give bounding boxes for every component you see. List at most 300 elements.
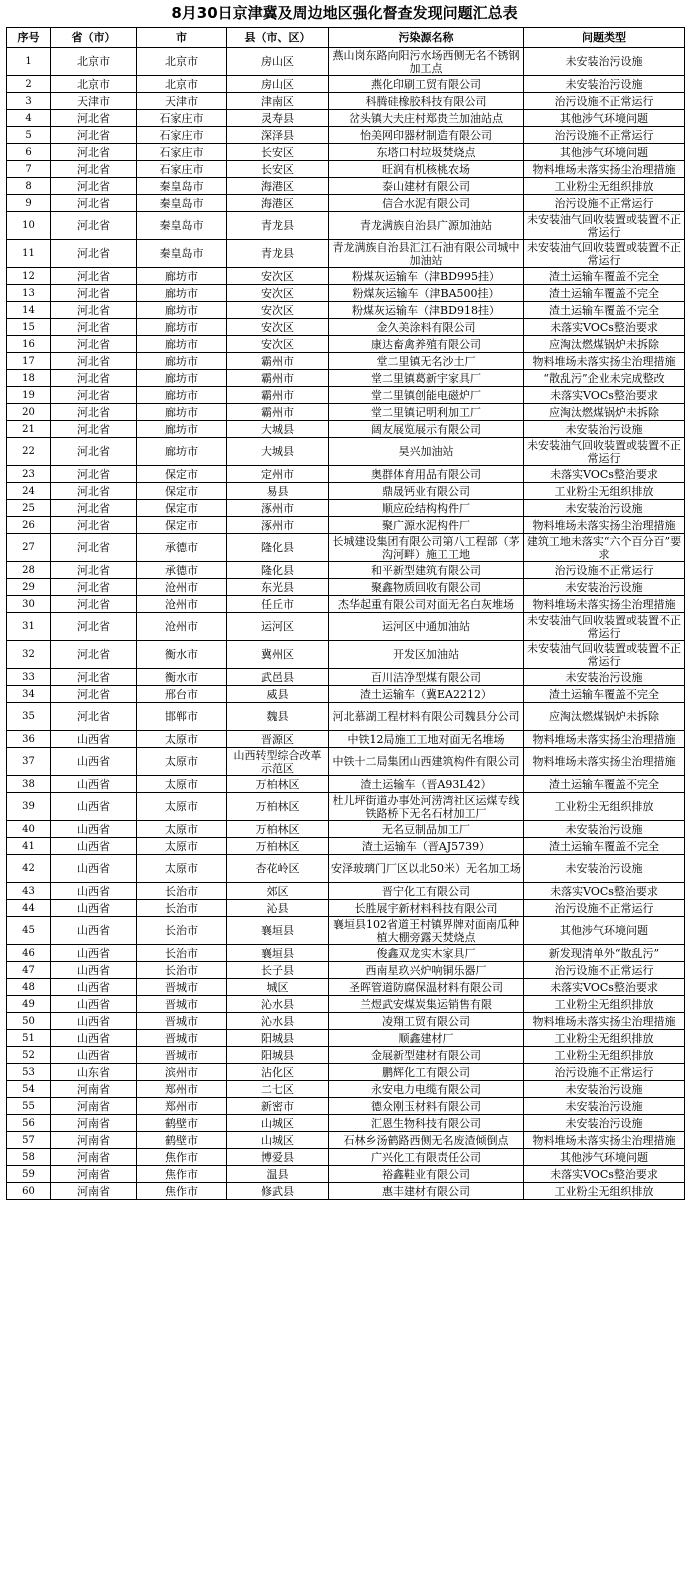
- header-county: 县（市、区）: [227, 28, 329, 48]
- row-province: 河北省: [51, 144, 137, 161]
- row-problem-type: 未安装治污设施: [524, 1098, 685, 1115]
- row-city: 廊坊市: [137, 336, 227, 353]
- row-pollution-source: 百川洁净型煤有限公司: [329, 669, 524, 686]
- row-city: 廊坊市: [137, 353, 227, 370]
- row-index: 10: [7, 212, 51, 240]
- table-row: [7, 579, 685, 596]
- row-pollution-source: 粉煤灰运输车（津BD995挂）: [329, 268, 524, 285]
- row-city: 廊坊市: [137, 302, 227, 319]
- row-city: 天津市: [137, 93, 227, 110]
- row-province: 河北省: [51, 500, 137, 517]
- row-problem-type: “散乱污”企业未完成整改: [524, 370, 685, 387]
- row-index: 12: [7, 268, 51, 285]
- row-province: 河北省: [51, 353, 137, 370]
- row-province: 河南省: [51, 1149, 137, 1166]
- row-province: 河北省: [51, 466, 137, 483]
- row-province: 河北省: [51, 562, 137, 579]
- row-pollution-source: 燕山岗东路向阳污水场西侧无名不锈钢加工点: [329, 48, 524, 76]
- row-pollution-source: 杜儿坪街道办事处河涝湾社区运煤专线铁路桥下无名石材加工厂: [329, 793, 524, 821]
- row-city: 邯郸市: [137, 703, 227, 731]
- row-pollution-source: 长胜展宇新材料科技有限公司: [329, 900, 524, 917]
- row-problem-type: 未落实VOCs整治要求: [524, 466, 685, 483]
- row-pollution-source: 开发区加油站: [329, 641, 524, 669]
- row-city: 长治市: [137, 883, 227, 900]
- row-county: 温县: [227, 1166, 329, 1183]
- row-problem-type: 未落实VOCs整治要求: [524, 319, 685, 336]
- row-problem-type: 渣土运输车覆盖不完全: [524, 776, 685, 793]
- row-county: 冀州区: [227, 641, 329, 669]
- row-pollution-source: 鹏辉化工有限公司: [329, 1064, 524, 1081]
- row-city: 石家庄市: [137, 161, 227, 178]
- row-problem-type: 未安装治污设施: [524, 855, 685, 883]
- table-row: [7, 945, 685, 962]
- row-province: 河北省: [51, 669, 137, 686]
- row-city: 太原市: [137, 821, 227, 838]
- row-index: 41: [7, 838, 51, 855]
- row-index: 5: [7, 127, 51, 144]
- table-row: [7, 1030, 685, 1047]
- row-city: 太原市: [137, 838, 227, 855]
- row-index: 14: [7, 302, 51, 319]
- row-index: 2: [7, 76, 51, 93]
- row-county: 安次区: [227, 302, 329, 319]
- header-city: 市: [137, 28, 227, 48]
- table-row: [7, 76, 685, 93]
- row-province: 山东省: [51, 1064, 137, 1081]
- row-city: 廊坊市: [137, 319, 227, 336]
- row-province: 山西省: [51, 776, 137, 793]
- row-index: 57: [7, 1132, 51, 1149]
- row-county: 阳城县: [227, 1030, 329, 1047]
- row-city: 保定市: [137, 483, 227, 500]
- table-row: [7, 883, 685, 900]
- row-pollution-source: 信合水泥有限公司: [329, 195, 524, 212]
- table-row: [7, 641, 685, 669]
- row-index: 59: [7, 1166, 51, 1183]
- row-city: 太原市: [137, 793, 227, 821]
- row-problem-type: 物料堆场未落实扬尘治理措施: [524, 748, 685, 776]
- row-problem-type: 未落实VOCs整治要求: [524, 979, 685, 996]
- table-row: [7, 1166, 685, 1183]
- row-county: 长子县: [227, 962, 329, 979]
- table-row: [7, 855, 685, 883]
- row-pollution-source: 中铁十二局集团山西建筑构件有限公司: [329, 748, 524, 776]
- row-county: 沁水县: [227, 1013, 329, 1030]
- row-province: 河北省: [51, 686, 137, 703]
- row-city: 石家庄市: [137, 110, 227, 127]
- row-pollution-source: 青龙满族自治县广源加油站: [329, 212, 524, 240]
- row-province: 河北省: [51, 517, 137, 534]
- row-city: 保定市: [137, 500, 227, 517]
- row-problem-type: 未安装油气回收装置或装置不正常运行: [524, 212, 685, 240]
- row-index: 13: [7, 285, 51, 302]
- row-problem-type: 未安装治污设施: [524, 48, 685, 76]
- row-province: 山西省: [51, 1047, 137, 1064]
- row-county: 沁水县: [227, 996, 329, 1013]
- row-pollution-source: 广兴化工有限责任公司: [329, 1149, 524, 1166]
- header-pollution-source: 污染源名称: [329, 28, 524, 48]
- row-index: 36: [7, 731, 51, 748]
- row-pollution-source: 和平新型建筑有限公司: [329, 562, 524, 579]
- row-index: 30: [7, 596, 51, 613]
- row-county: 安次区: [227, 319, 329, 336]
- row-problem-type: 工业粉尘无组织排放: [524, 178, 685, 195]
- row-county: 修武县: [227, 1183, 329, 1200]
- table-row: [7, 793, 685, 821]
- table-row: [7, 438, 685, 466]
- row-county: 深泽县: [227, 127, 329, 144]
- row-province: 河北省: [51, 641, 137, 669]
- table-row: [7, 731, 685, 748]
- row-index: 20: [7, 404, 51, 421]
- row-index: 29: [7, 579, 51, 596]
- table-row: [7, 613, 685, 641]
- row-province: 河南省: [51, 1166, 137, 1183]
- row-problem-type: 物料堆场未落实扬尘治理措施: [524, 731, 685, 748]
- row-pollution-source: 中铁12局施工工地对面无名堆场: [329, 731, 524, 748]
- table-row: [7, 421, 685, 438]
- row-city: 廊坊市: [137, 370, 227, 387]
- row-city: 廊坊市: [137, 387, 227, 404]
- row-province: 河北省: [51, 703, 137, 731]
- row-index: 47: [7, 962, 51, 979]
- row-problem-type: 治污设施不正常运行: [524, 127, 685, 144]
- row-province: 河北省: [51, 387, 137, 404]
- row-city: 沧州市: [137, 579, 227, 596]
- row-pollution-source: 聚鑫物质回收有限公司: [329, 579, 524, 596]
- row-index: 7: [7, 161, 51, 178]
- row-county: 房山区: [227, 76, 329, 93]
- row-province: 河南省: [51, 1081, 137, 1098]
- row-city: 衡水市: [137, 641, 227, 669]
- row-problem-type: 未安装油气回收装置或装置不正常运行: [524, 438, 685, 466]
- row-city: 鹤壁市: [137, 1115, 227, 1132]
- row-pollution-source: 鼎晟钙业有限公司: [329, 483, 524, 500]
- row-index: 3: [7, 93, 51, 110]
- table-row: [7, 838, 685, 855]
- row-pollution-source: 康达畜禽养殖有限公司: [329, 336, 524, 353]
- row-county: 襄垣县: [227, 945, 329, 962]
- row-index: 18: [7, 370, 51, 387]
- row-index: 25: [7, 500, 51, 517]
- row-province: 河北省: [51, 483, 137, 500]
- row-problem-type: 渣土运输车覆盖不完全: [524, 686, 685, 703]
- row-province: 河北省: [51, 534, 137, 562]
- row-problem-type: 治污设施不正常运行: [524, 93, 685, 110]
- table-row: [7, 127, 685, 144]
- row-problem-type: 工业粉尘无组织排放: [524, 1030, 685, 1047]
- row-pollution-source: 渣土运输车（冀EA2212）: [329, 686, 524, 703]
- table-row: [7, 1013, 685, 1030]
- row-problem-type: 治污设施不正常运行: [524, 562, 685, 579]
- row-city: 秦皇岛市: [137, 240, 227, 268]
- row-county: 山城区: [227, 1115, 329, 1132]
- row-pollution-source: 旺润有机核桃农场: [329, 161, 524, 178]
- row-county: 涿州市: [227, 500, 329, 517]
- row-pollution-source: 晋宁化工有限公司: [329, 883, 524, 900]
- row-province: 河北省: [51, 370, 137, 387]
- row-index: 45: [7, 917, 51, 945]
- row-city: 秦皇岛市: [137, 178, 227, 195]
- row-index: 53: [7, 1064, 51, 1081]
- problem-summary-table: [6, 27, 685, 1200]
- row-county: 房山区: [227, 48, 329, 76]
- row-city: 承德市: [137, 562, 227, 579]
- row-pollution-source: 兰煜武安煤炭集运销售有限: [329, 996, 524, 1013]
- row-province: 河南省: [51, 1098, 137, 1115]
- row-pollution-source: 堂二里镇葛新宇家具厂: [329, 370, 524, 387]
- row-province: 山西省: [51, 883, 137, 900]
- row-pollution-source: 杰华起重有限公司对面无名白灰堆场: [329, 596, 524, 613]
- row-county: 霸州市: [227, 370, 329, 387]
- row-city: 廊坊市: [137, 404, 227, 421]
- page-title: 8月30日京津冀及周边地区强化督查发现问题汇总表: [171, 4, 518, 22]
- row-problem-type: 渣土运输车覆盖不完全: [524, 285, 685, 302]
- row-index: 16: [7, 336, 51, 353]
- row-index: 46: [7, 945, 51, 962]
- table-row: [7, 161, 685, 178]
- row-index: 22: [7, 438, 51, 466]
- row-pollution-source: 科腾硅橡胶科技有限公司: [329, 93, 524, 110]
- table-row: [7, 562, 685, 579]
- row-index: 32: [7, 641, 51, 669]
- table-row: [7, 240, 685, 268]
- row-index: 51: [7, 1030, 51, 1047]
- row-problem-type: 物料堆场未落实扬尘治理措施: [524, 161, 685, 178]
- table-row: [7, 534, 685, 562]
- row-city: 郑州市: [137, 1081, 227, 1098]
- table-row: [7, 370, 685, 387]
- row-city: 长治市: [137, 917, 227, 945]
- row-city: 晋城市: [137, 979, 227, 996]
- row-county: 阳城县: [227, 1047, 329, 1064]
- table-row: [7, 748, 685, 776]
- row-province: 河北省: [51, 579, 137, 596]
- row-problem-type: 渣土运输车覆盖不完全: [524, 302, 685, 319]
- row-county: 霸州市: [227, 353, 329, 370]
- row-county: 新密市: [227, 1098, 329, 1115]
- row-county: 灵寿县: [227, 110, 329, 127]
- row-pollution-source: 昊兴加油站: [329, 438, 524, 466]
- row-index: 8: [7, 178, 51, 195]
- row-county: 万柏林区: [227, 821, 329, 838]
- row-county: 东光县: [227, 579, 329, 596]
- row-problem-type: 其他涉气环境问题: [524, 144, 685, 161]
- row-city: 沧州市: [137, 613, 227, 641]
- row-city: 太原市: [137, 776, 227, 793]
- row-problem-type: 其他涉气环境问题: [524, 1149, 685, 1166]
- row-province: 山西省: [51, 731, 137, 748]
- table-row: [7, 1064, 685, 1081]
- row-city: 焦作市: [137, 1183, 227, 1200]
- row-city: 焦作市: [137, 1149, 227, 1166]
- row-province: 山西省: [51, 1013, 137, 1030]
- table-row: [7, 93, 685, 110]
- row-county: 山城区: [227, 1132, 329, 1149]
- row-county: 安次区: [227, 268, 329, 285]
- row-pollution-source: 泰山建材有限公司: [329, 178, 524, 195]
- row-problem-type: 应淘汰燃煤锅炉未拆除: [524, 404, 685, 421]
- table-body: [7, 48, 685, 1200]
- row-problem-type: 未安装治污设施: [524, 76, 685, 93]
- table-row: [7, 979, 685, 996]
- row-pollution-source: 怡美网印器材制造有限公司: [329, 127, 524, 144]
- row-city: 长治市: [137, 945, 227, 962]
- row-county: 长安区: [227, 161, 329, 178]
- row-province: 河北省: [51, 240, 137, 268]
- row-county: 运河区: [227, 613, 329, 641]
- table-row: [7, 1047, 685, 1064]
- row-pollution-source: 青龙满族自治县汇江石油有限公司城中加油站: [329, 240, 524, 268]
- row-index: 60: [7, 1183, 51, 1200]
- row-index: 11: [7, 240, 51, 268]
- row-county: 沁县: [227, 900, 329, 917]
- row-pollution-source: 金久美涂料有限公司: [329, 319, 524, 336]
- row-index: 34: [7, 686, 51, 703]
- table-row: [7, 483, 685, 500]
- row-problem-type: 其他涉气环境问题: [524, 110, 685, 127]
- row-city: 承德市: [137, 534, 227, 562]
- row-county: 涿州市: [227, 517, 329, 534]
- row-index: 42: [7, 855, 51, 883]
- row-county: 定州市: [227, 466, 329, 483]
- row-problem-type: 应淘汰燃煤锅炉未拆除: [524, 336, 685, 353]
- row-province: 山西省: [51, 855, 137, 883]
- row-problem-type: 未安装油气回收装置或装置不正常运行: [524, 613, 685, 641]
- row-city: 北京市: [137, 76, 227, 93]
- row-pollution-source: 堂二里镇无名沙土厂: [329, 353, 524, 370]
- row-problem-type: 工业粉尘无组织排放: [524, 483, 685, 500]
- table-row: [7, 1149, 685, 1166]
- row-province: 山西省: [51, 979, 137, 996]
- row-county: 沾化区: [227, 1064, 329, 1081]
- row-pollution-source: 无名豆制品加工厂: [329, 821, 524, 838]
- table-row: [7, 144, 685, 161]
- table-row: [7, 900, 685, 917]
- row-province: 河北省: [51, 195, 137, 212]
- row-pollution-source: 汇恩生物科技有限公司: [329, 1115, 524, 1132]
- row-city: 廊坊市: [137, 268, 227, 285]
- row-city: 廊坊市: [137, 285, 227, 302]
- row-county: 山西转型综合改革示范区: [227, 748, 329, 776]
- row-problem-type: 未安装治污设施: [524, 421, 685, 438]
- row-problem-type: 未安装油气回收装置或装置不正常运行: [524, 240, 685, 268]
- row-city: 沧州市: [137, 596, 227, 613]
- row-county: 海港区: [227, 178, 329, 195]
- row-city: 太原市: [137, 748, 227, 776]
- row-pollution-source: 渣土运输车（晋A93L42）: [329, 776, 524, 793]
- row-pollution-source: 奥群体育用品有限公司: [329, 466, 524, 483]
- row-pollution-source: 襄垣县102省道王村镇界牌对面南瓜种植大棚旁露天焚烧点: [329, 917, 524, 945]
- row-city: 郑州市: [137, 1098, 227, 1115]
- row-city: 晋城市: [137, 1013, 227, 1030]
- row-index: 39: [7, 793, 51, 821]
- row-pollution-source: 长城建设集团有限公司第八工程部（茅沟河畔）施工工地: [329, 534, 524, 562]
- row-problem-type: 治污设施不正常运行: [524, 195, 685, 212]
- row-problem-type: 未安装治污设施: [524, 669, 685, 686]
- row-pollution-source: 粉煤灰运输车（津BD918挂）: [329, 302, 524, 319]
- row-county: 霸州市: [227, 404, 329, 421]
- row-problem-type: 建筑工地未落实“六个百分百”要求: [524, 534, 685, 562]
- row-province: 天津市: [51, 93, 137, 110]
- row-problem-type: 未安装治污设施: [524, 579, 685, 596]
- row-pollution-source: 裕鑫鞋业有限公司: [329, 1166, 524, 1183]
- row-pollution-source: 聚广源水泥构件厂: [329, 517, 524, 534]
- table-header-row: [7, 28, 685, 48]
- row-pollution-source: 阔友展览展示有限公司: [329, 421, 524, 438]
- row-pollution-source: 永安电力电缆有限公司: [329, 1081, 524, 1098]
- table-row: [7, 500, 685, 517]
- row-pollution-source: 燕化印刷工贸有限公司: [329, 76, 524, 93]
- row-county: 威县: [227, 686, 329, 703]
- row-city: 保定市: [137, 517, 227, 534]
- row-city: 廊坊市: [137, 438, 227, 466]
- row-province: 河北省: [51, 212, 137, 240]
- row-province: 山西省: [51, 996, 137, 1013]
- row-province: 河南省: [51, 1115, 137, 1132]
- row-problem-type: 其他涉气环境问题: [524, 917, 685, 945]
- row-city: 保定市: [137, 466, 227, 483]
- row-pollution-source: 顺鑫建材厂: [329, 1030, 524, 1047]
- row-index: 31: [7, 613, 51, 641]
- row-city: 滨州市: [137, 1064, 227, 1081]
- row-city: 衡水市: [137, 669, 227, 686]
- row-county: 海港区: [227, 195, 329, 212]
- table-row: [7, 178, 685, 195]
- table-row: [7, 336, 685, 353]
- row-city: 太原市: [137, 855, 227, 883]
- row-province: 河北省: [51, 127, 137, 144]
- row-pollution-source: 凌翔工贸有限公司: [329, 1013, 524, 1030]
- row-province: 河北省: [51, 596, 137, 613]
- row-city: 长治市: [137, 900, 227, 917]
- row-city: 太原市: [137, 731, 227, 748]
- table-row: [7, 319, 685, 336]
- row-index: 33: [7, 669, 51, 686]
- row-problem-type: 工业粉尘无组织排放: [524, 1047, 685, 1064]
- row-pollution-source: 圣晖管道防腐保温材料有限公司: [329, 979, 524, 996]
- row-county: 魏县: [227, 703, 329, 731]
- table-row: [7, 821, 685, 838]
- row-index: 58: [7, 1149, 51, 1166]
- row-pollution-source: 堂二里镇记明利加工厂: [329, 404, 524, 421]
- header-province: 省（市）: [51, 28, 137, 48]
- table-row: [7, 1115, 685, 1132]
- row-problem-type: 物料堆场未落实扬尘治理措施: [524, 517, 685, 534]
- row-county: 博爱县: [227, 1149, 329, 1166]
- row-pollution-source: 惠丰建材有限公司: [329, 1183, 524, 1200]
- row-index: 26: [7, 517, 51, 534]
- row-city: 廊坊市: [137, 421, 227, 438]
- row-county: 安次区: [227, 336, 329, 353]
- header-index: 序号: [7, 28, 51, 48]
- row-province: 河北省: [51, 110, 137, 127]
- row-index: 43: [7, 883, 51, 900]
- row-index: 37: [7, 748, 51, 776]
- row-province: 河北省: [51, 404, 137, 421]
- row-pollution-source: 堂二里镇创能电磁炉厂: [329, 387, 524, 404]
- row-city: 北京市: [137, 48, 227, 76]
- row-problem-type: 工业粉尘无组织排放: [524, 996, 685, 1013]
- row-problem-type: 未落实VOCs整治要求: [524, 387, 685, 404]
- row-city: 晋城市: [137, 1030, 227, 1047]
- row-pollution-source: 河北慕湖工程材料有限公司魏县分公司: [329, 703, 524, 731]
- row-province: 河北省: [51, 178, 137, 195]
- row-problem-type: 渣土运输车覆盖不完全: [524, 838, 685, 855]
- row-problem-type: 新发现清单外“散乱污”: [524, 945, 685, 962]
- row-problem-type: 物料堆场未落实扬尘治理措施: [524, 596, 685, 613]
- row-index: 56: [7, 1115, 51, 1132]
